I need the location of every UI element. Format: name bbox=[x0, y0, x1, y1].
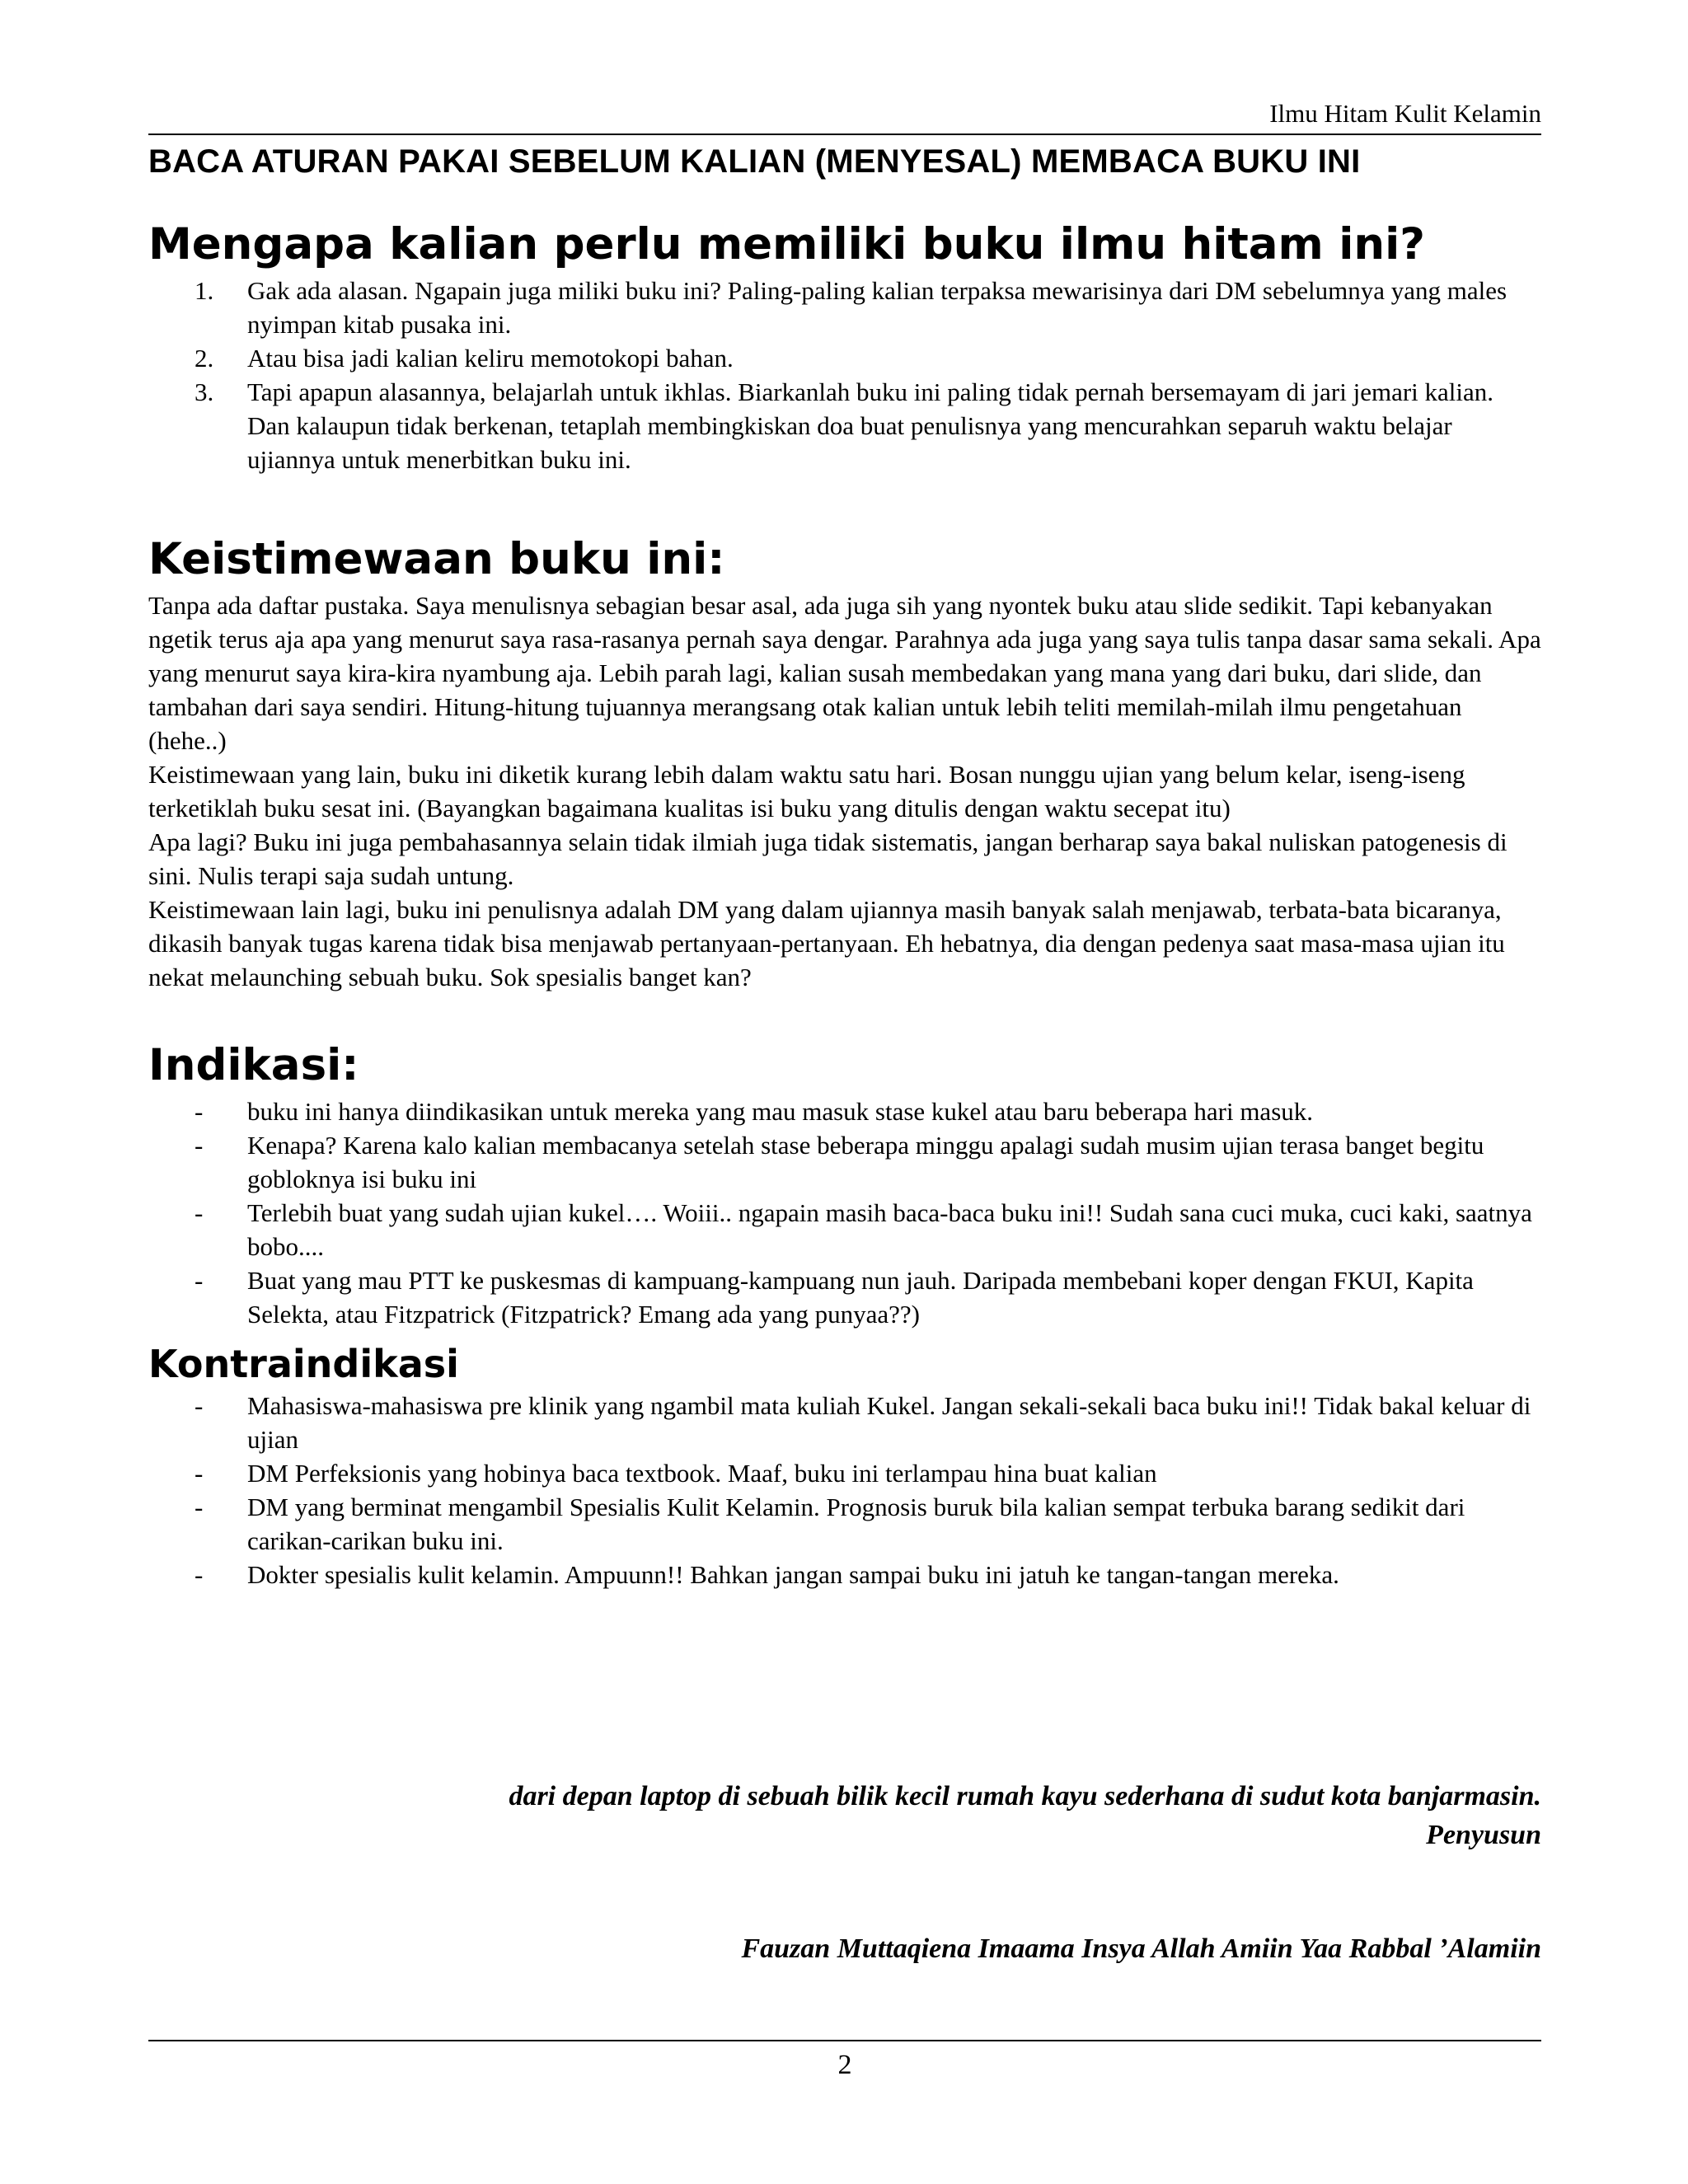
list-marker: - bbox=[195, 1131, 204, 1160]
list-item-text: Tapi apapun alasannya, belajarlah untuk ikhlas. Biarkanlah buku ini paling tidak pernah bersemayam di jari jemari kalian. Dan kalaupun tidak berkenan, tetaplah membingkiskan doa buat penulisnya yang mencurahkan separuh waktu belajar ujiannya untuk menerbitkan buku ini. bbox=[247, 377, 1494, 474]
footer-rule bbox=[148, 2040, 1541, 2041]
list-item-text: Buat yang mau PTT ke puskesmas di kampuang-kampuang nun jauh. Daripada membebani koper dengan FKUI, Kapita Selekta, atau Fitzpatrick (Fitzpatrick? Emang ada yang punyaa??) bbox=[247, 1266, 1474, 1329]
contraindications-list bbox=[148, 1389, 1541, 1591]
spacer bbox=[148, 476, 1541, 531]
list-item-text: DM yang berminat mengambil Spesialis Kulit Kelamin. Prognosis buruk bila kalian sempat terbuka barang sedikit dari carikan-carikan buku ini. bbox=[247, 1493, 1465, 1555]
list-item bbox=[148, 274, 1541, 341]
list-item-text: DM Perfeksionis yang hobinya baca textbook. Maaf, buku ini terlampau hina buat kalian bbox=[247, 1459, 1157, 1488]
list-marker: - bbox=[195, 1493, 204, 1521]
list-item bbox=[148, 1558, 1541, 1591]
why-list bbox=[148, 274, 1541, 476]
spacer bbox=[148, 1331, 1541, 1339]
list-item bbox=[148, 341, 1541, 375]
list-marker: 3. bbox=[195, 377, 214, 406]
page-title: BACA ATURAN PAKAI SEBELUM KALIAN (MENYESAL) MEMBACA BUKU INI bbox=[148, 143, 1361, 180]
list-item-text: Terlebih buat yang sudah ujian kukel…. Woiii.. ngapain masih baca-baca buku ini!! Sudah sana cuci muka, cuci kaki, saatnya bobo.... bbox=[247, 1198, 1532, 1261]
heading-why: Mengapa kalian perlu memiliki buku ilmu hitam ini? bbox=[148, 219, 1426, 269]
list-marker: - bbox=[195, 1560, 204, 1589]
spacer bbox=[148, 994, 1541, 1037]
signoff-place-line: dari depan laptop di sebuah bilik kecil rumah kayu sederhana di sudut kota banjarmasin. bbox=[509, 1781, 1541, 1811]
list-marker: 1. bbox=[195, 276, 214, 305]
list-marker: - bbox=[195, 1266, 204, 1295]
list-item bbox=[148, 1456, 1541, 1490]
page-number: 2 bbox=[837, 2050, 852, 2080]
paragraph: Keistimewaan lain lagi, buku ini penulisnya adalah DM yang dalam ujiannya masih banyak salah menjawab, terbata-bata bicaranya, dikasih banyak tugas karena tidak bisa menjawab pertanyaan-pertanyaan. Eh hebatnya, dia dengan pedenya saat masa-masa ujian itu nekat melaunching sebuah buku. Sok spesialis banget kan? bbox=[148, 895, 1505, 991]
list-marker: - bbox=[195, 1198, 204, 1227]
signoff-author: Fauzan Muttaqiena Imaama Insya Allah Amiin Yaa Rabbal ’Alamiin bbox=[741, 1933, 1541, 1964]
list-item-text: Gak ada alasan. Ngapain juga miliki buku ini? Paling-paling kalian terpaksa mewarisinya dari DM sebelumnya yang males nyimpan kitab pusaka ini. bbox=[247, 276, 1507, 339]
running-header: Ilmu Hitam Kulit Kelamin bbox=[1269, 99, 1541, 128]
list-item bbox=[148, 375, 1541, 476]
signoff-role: Penyusun bbox=[1426, 1820, 1541, 1850]
heading-indications: Indikasi: bbox=[148, 1040, 359, 1090]
list-marker: - bbox=[195, 1459, 204, 1488]
list-item bbox=[148, 1196, 1541, 1263]
list-item-text: buku ini hanya diindikasikan untuk mereka yang mau masuk stase kukel atau baru beberapa hari masuk. bbox=[247, 1097, 1314, 1126]
list-item-text: Kenapa? Karena kalo kalian membacanya setelah stase beberapa minggu apalagi sudah musim ujian terasa banget begitu gobloknya isi buku ini bbox=[247, 1131, 1484, 1193]
list-item-text: Atau bisa jadi kalian keliru memotokopi bahan. bbox=[247, 344, 734, 373]
list-item bbox=[148, 1128, 1541, 1196]
document-page bbox=[148, 0, 1541, 2184]
header-rule bbox=[148, 134, 1541, 135]
indications-list bbox=[148, 1094, 1541, 1331]
heading-features: Keistimewaan buku ini: bbox=[148, 534, 725, 584]
paragraph: Tanpa ada daftar pustaka. Saya menulisnya sebagian besar asal, ada juga sih yang nyontek buku atau slide sedikit. Tapi kebanyakan ngetik terus aja apa yang menurut saya rasa-rasanya pernah saya dengar. Parahnya ada juga yang saya tulis tanpa dasar sama sekali. Apa yang menurut saya kira-kira nyambung aja. Lebih parah lagi, kalian susah membedakan yang mana yang dari buku, dari slide, dan tambahan dari saya sendiri. Hitung-hitung tujuannya merangsang otak kalian untuk lebih teliti memilah-milah ilmu pengetahuan (hehe..) bbox=[148, 591, 1541, 755]
list-item-text: Dokter spesialis kulit kelamin. Ampuunn!! Bahkan jangan sampai buku ini jatuh ke tangan-tangan mereka. bbox=[247, 1560, 1339, 1589]
list-item bbox=[148, 1263, 1541, 1331]
list-item bbox=[148, 1389, 1541, 1456]
list-item bbox=[148, 1094, 1541, 1128]
list-marker: - bbox=[195, 1391, 204, 1420]
paragraph: Apa lagi? Buku ini juga pembahasannya selain tidak ilmiah juga tidak sistematis, jangan berharap saya bakal nuliskan patogenesis di sini. Nulis terapi saja sudah untung. bbox=[148, 827, 1507, 890]
paragraph: Keistimewaan yang lain, buku ini diketik kurang lebih dalam waktu satu hari. Bosan nunggu ujian yang belum kelar, iseng-iseng terketiklah buku sesat ini. (Bayangkan bagaimana kualitas isi buku yang ditulis dengan waktu secepat itu) bbox=[148, 760, 1465, 823]
list-marker: 2. bbox=[195, 344, 214, 373]
heading-contraindications: Kontraindikasi bbox=[148, 1342, 459, 1386]
list-item-text: Mahasiswa-mahasiswa pre klinik yang ngambil mata kuliah Kukel. Jangan sekali-sekali baca buku ini!! Tidak bakal keluar di ujian bbox=[247, 1391, 1531, 1454]
list-item bbox=[148, 1490, 1541, 1558]
list-marker: - bbox=[195, 1097, 204, 1126]
content bbox=[148, 216, 1541, 1591]
